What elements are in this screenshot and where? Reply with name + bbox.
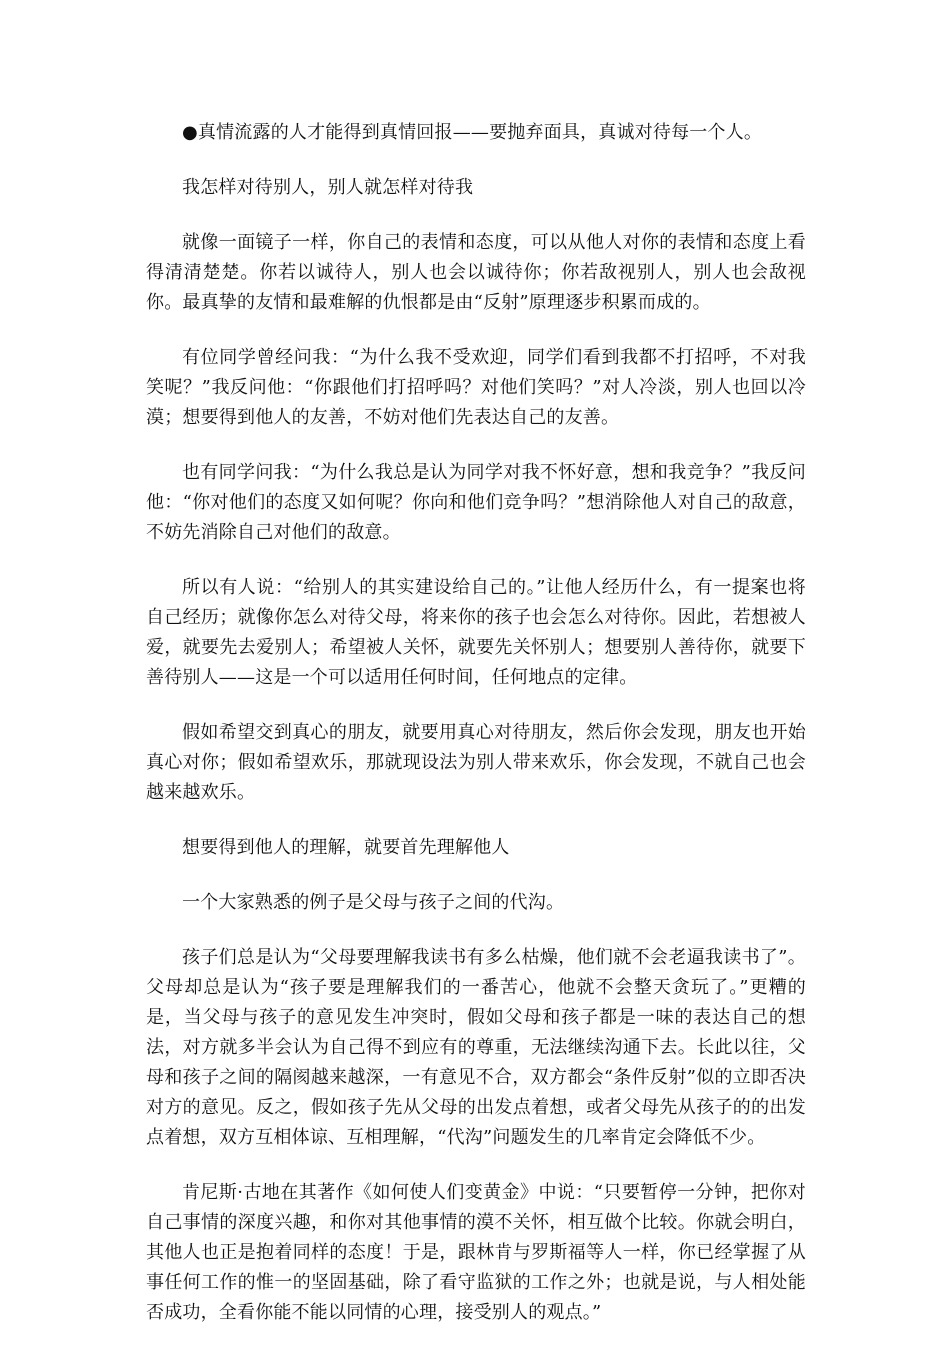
section-heading: 想要得到他人的理解，就要首先理解他人 xyxy=(182,837,510,858)
body-paragraph: 一个大家熟悉的例子是父母与孩子之间的代沟。 xyxy=(182,892,565,913)
body-paragraph: 就像一面镜子一样，你自己的表情和态度，可以从他人对你的表情和态度上看得清清楚楚。你若以诚待人，别人也会以诚待你；你若敌视别人，别人也会敌视你。最真挚的友情和最难解的仇恨都是由“反射”原理逐步积累而成的。 xyxy=(146,232,806,313)
body-paragraph: 孩子们总是认为“父母要理解我读书有多么枯燥，他们就不会老逼我读书了”。父母却总是认为“孩子要是理解我们的一番苦心，他就不会整天贪玩了。”更糟的是，当父母与孩子的意见发生冲突时，假如父母和孩子都是一味的表达自己的想法，对方就多半会认为自己得不到应有的尊重，无法继续沟通下去。长此以往，父母和孩子之间的隔阂越来越深，一有意见不合，双方都会“条件反射”似的立即否决对方的意见。反之，假如孩子先从父母的出发点着想，或者父母先从孩子的的出发点着想，双方互相体谅、互相理解，“代沟”问题发生的几率肯定会降低不少。 xyxy=(146,947,806,1148)
body-paragraph: 假如希望交到真心的朋友，就要用真心对待朋友，然后你会发现，朋友也开始真心对你；假如希望欢乐，那就现设法为别人带来欢乐，你会发现，不就自己也会越来越欢乐。 xyxy=(146,722,806,803)
body-paragraph: 有位同学曾经问我：“为什么我不受欢迎，同学们看到我都不打招呼，不对我笑呢？”我反问他：“你跟他们打招呼吗？对他们笑吗？”对人冷淡，别人也回以冷漠；想要得到他人的友善，不妨对他们先表达自己的友善。 xyxy=(146,347,806,428)
body-paragraph: 也有同学问我：“为什么我总是认为同学对我不怀好意，想和我竞争？”我反问他：“你对他们的态度又如何呢？你向和他们竞争吗？”想消除他人对自己的敌意，不妨先消除自己对他们的敌意。 xyxy=(146,462,806,543)
body-paragraph: 肯尼斯·古地在其著作《如何使人们变黄金》中说：“只要暂停一分钟，把你对自己事情的深度兴趣，和你对其他事情的漠不关怀，相互做个比较。你就会明白，其他人也正是抱着同样的态度！于是，跟林肯与罗斯福等人一样，你已经掌握了从事任何工作的惟一的坚固基础，除了看守监狱的工作之外；也就是说，与人相处能否成功，全看你能不能以同情的心理，接受别人的观点。” xyxy=(146,1182,806,1323)
body-paragraph: 所以有人说：“给别人的其实建设给自己的。”让他人经历什么，有一提案也将自己经历；就像你怎么对待父母，将来你的孩子也会怎么对待你。因此，若想被人爱，就要先去爱别人；希望被人关怀，就要先关怀别人；想要别人善待你，就要下善待别人——这是一个可以适用任何时间，任何地点的定律。 xyxy=(146,577,806,688)
document-body xyxy=(146,118,806,1353)
section-heading: 我怎样对待别人，别人就怎样对待我 xyxy=(182,177,474,198)
bullet-paragraph: ●真情流露的人才能得到真情回报——要抛弃面具，真诚对待每一个人。 xyxy=(182,122,763,143)
